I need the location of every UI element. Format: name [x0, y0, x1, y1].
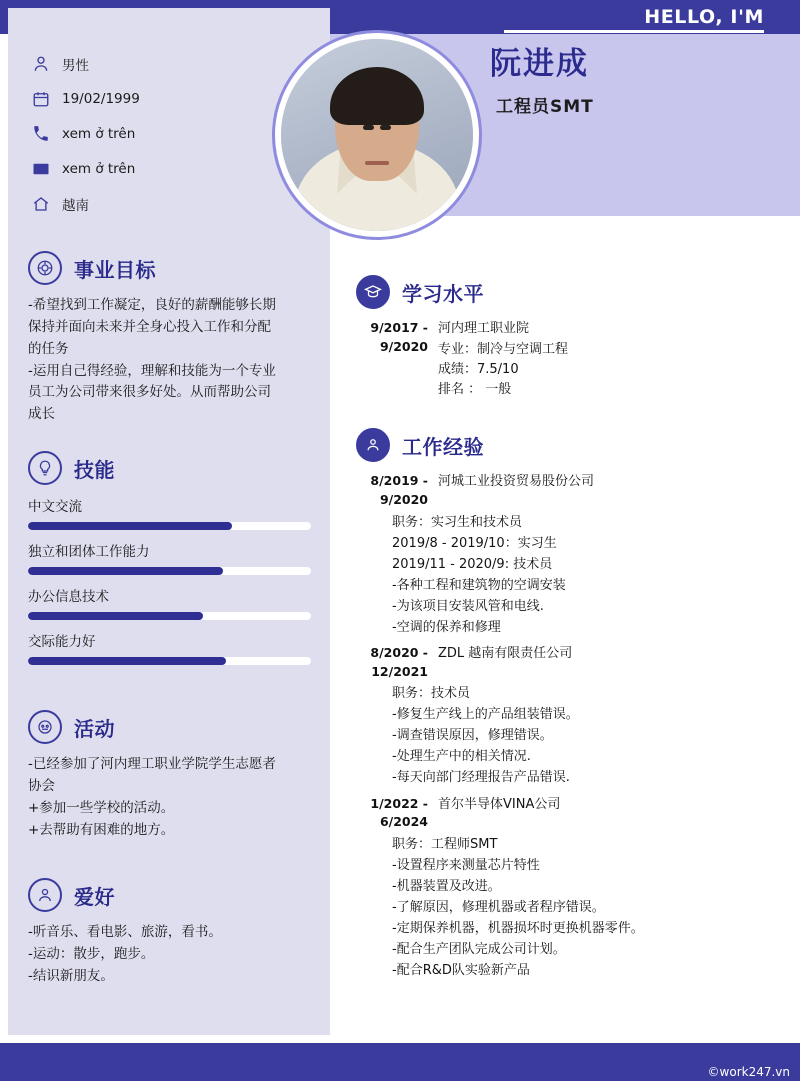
text-line: +去帮助有困难的地方。	[28, 821, 175, 838]
section-header	[28, 878, 320, 912]
entry-date: 8/2019 - 9/2020	[370, 473, 428, 507]
section-title: 工作经验	[402, 434, 484, 459]
avatar	[272, 30, 482, 240]
entry-line: -设置程序来测量芯片特性	[392, 858, 540, 874]
skill-bar-fill	[28, 657, 226, 665]
experience-entry-lines	[356, 512, 788, 638]
home-icon	[30, 193, 52, 215]
skill-item	[28, 630, 320, 665]
entry-line: 职务：实习生和技术员	[392, 514, 523, 530]
entry-line: 职务：工程师SMT	[392, 837, 498, 853]
entry-line: -各种工程和建筑物的空调安装	[392, 577, 566, 593]
phone-icon	[30, 123, 52, 145]
heart-person-icon	[28, 878, 62, 912]
section-activities	[28, 710, 320, 841]
entry-org: 河内理工职业院	[438, 321, 530, 336]
graduation-cap-icon	[356, 275, 390, 309]
contact-item-birthday	[30, 88, 300, 110]
text-line: -运动：散步，跑步。	[28, 945, 155, 962]
entry-date: 8/2020 - 12/2021	[370, 644, 428, 679]
text-line: 协会	[28, 777, 55, 794]
contact-value: 19/02/1999	[62, 91, 140, 107]
entry-date: 1/2022 - 6/2024	[370, 795, 428, 830]
entry-line: -配合R&D队实验新产品	[392, 963, 530, 979]
text-line: 保持并面向未来并全身心投入工作和分配	[28, 318, 271, 335]
experience-entry-lines	[356, 683, 788, 788]
target-icon	[28, 251, 62, 285]
text-line: +参加一些学校的活动。	[28, 799, 175, 816]
text-line: 员工为公司带来很多好处。从而帮助公司	[28, 384, 271, 401]
entry-line: -调查错误原因，修理错误。	[392, 728, 553, 744]
bottom-banner	[0, 1043, 800, 1081]
entry-line: -配合生产团队完成公司计划。	[392, 942, 566, 958]
skill-bar-track	[28, 567, 311, 575]
skill-item	[28, 495, 320, 530]
text-line: 的任务	[28, 340, 69, 357]
text-line: -听音乐、看电影、旅游，看书。	[28, 924, 222, 940]
section-header	[356, 428, 788, 462]
section-education	[356, 275, 788, 403]
skill-bar-fill	[28, 522, 232, 530]
hello-text: HELLO, I'M	[644, 6, 764, 28]
entry-line: -修复生产线上的产品组装错误。	[392, 707, 579, 723]
entry-line: 排名 ： 一般	[438, 382, 512, 398]
skill-bar-track	[28, 522, 311, 530]
skill-bar-track	[28, 612, 311, 620]
skill-bar-track	[28, 657, 311, 665]
activities-text	[28, 754, 320, 841]
contact-item-phone	[30, 123, 300, 145]
entry-org: 首尔半导体VINA公司	[438, 796, 561, 812]
skill-label: 交际能力好	[28, 634, 96, 650]
people-icon	[356, 428, 390, 462]
entry-line: -机器装置及改进。	[392, 879, 501, 895]
text-line: -希望找到工作凝定，良好的薪酬能够长期	[28, 297, 276, 313]
entry-date: 9/2017 - 9/2020	[370, 320, 428, 354]
skill-bar-fill	[28, 612, 203, 620]
person-icon	[30, 53, 52, 75]
footer-spacer	[0, 1035, 800, 1043]
profile-photo	[281, 39, 473, 231]
skill-label: 独立和团体工作能力	[28, 544, 150, 560]
entry-org: 河城工业投资贸易股份公司	[438, 474, 595, 489]
contact-list	[30, 53, 300, 228]
section-hobbies	[28, 878, 320, 988]
text-line: -结识新朋友。	[28, 967, 114, 984]
contact-item-location	[30, 193, 300, 215]
experience-entry	[356, 644, 788, 682]
skill-bar-fill	[28, 567, 223, 575]
contact-item-email	[30, 158, 300, 180]
skill-item	[28, 540, 320, 575]
experience-entry	[356, 795, 788, 833]
section-skills	[28, 451, 320, 665]
contact-value: xem ở trên	[62, 126, 136, 142]
job-title: 工程员SMT	[496, 97, 594, 117]
entry-line: 2019/8 - 2019/10：实习生	[392, 535, 557, 551]
entry-detail	[438, 319, 568, 401]
skill-item	[28, 585, 320, 620]
section-title: 学习水平	[402, 281, 484, 306]
section-header	[356, 275, 788, 309]
entry-line: 成绩：7.5/10	[438, 362, 519, 378]
full-name: 阮进成	[490, 46, 589, 82]
entry-line: 专业：制冷与空调工程	[438, 342, 569, 358]
experience-entry	[356, 472, 788, 510]
section-header	[28, 451, 320, 485]
section-title: 事业目标	[74, 257, 156, 282]
entry-line: 职务：技术员	[392, 686, 471, 702]
text-line: -已经参加了河内理工职业学院学生志愿者	[28, 756, 276, 772]
section-header	[28, 251, 320, 285]
activity-icon	[28, 710, 62, 744]
contact-value: xem ở trên	[62, 161, 136, 177]
entry-org: ZDL 越南有限责任公司	[438, 645, 573, 661]
skill-label: 办公信息技术	[28, 589, 109, 605]
section-career-goal	[28, 251, 320, 426]
section-header	[28, 710, 320, 744]
contact-item-gender	[30, 53, 300, 75]
entry-line: -处理生产中的相关情况.	[392, 749, 531, 765]
text-line: 成长	[28, 406, 55, 423]
entry-line: -每天向部门经理报告产品错误.	[392, 770, 570, 786]
entry-line: -了解原因，修理机器或者程序错误。	[392, 900, 605, 916]
entry-line: -定期保养机器，机器损坏时更换机器零件。	[392, 921, 644, 937]
entry-line: -为该项目安装风管和电线.	[392, 598, 544, 614]
entry-line: 2019/11 - 2020/9: 技术员	[392, 556, 553, 572]
career-goal-text	[28, 295, 320, 426]
section-title: 技能	[74, 457, 115, 482]
hobbies-text	[28, 922, 320, 988]
skill-label: 中文交流	[28, 499, 82, 515]
section-experience	[356, 428, 788, 981]
education-entry	[356, 319, 788, 401]
lightbulb-icon	[28, 451, 62, 485]
calendar-icon	[30, 88, 52, 110]
section-title: 活动	[74, 716, 115, 741]
experience-entry-lines	[356, 834, 788, 981]
contact-value: 男性	[62, 58, 89, 74]
watermark: ©work247.vn	[707, 1065, 790, 1079]
entry-line: -空调的保养和修理	[392, 619, 501, 635]
text-line: -运用自己得经验，理解和技能为一个专业	[28, 362, 276, 379]
mail-icon	[30, 158, 52, 180]
section-title: 爱好	[74, 884, 115, 909]
contact-value: 越南	[62, 198, 89, 214]
